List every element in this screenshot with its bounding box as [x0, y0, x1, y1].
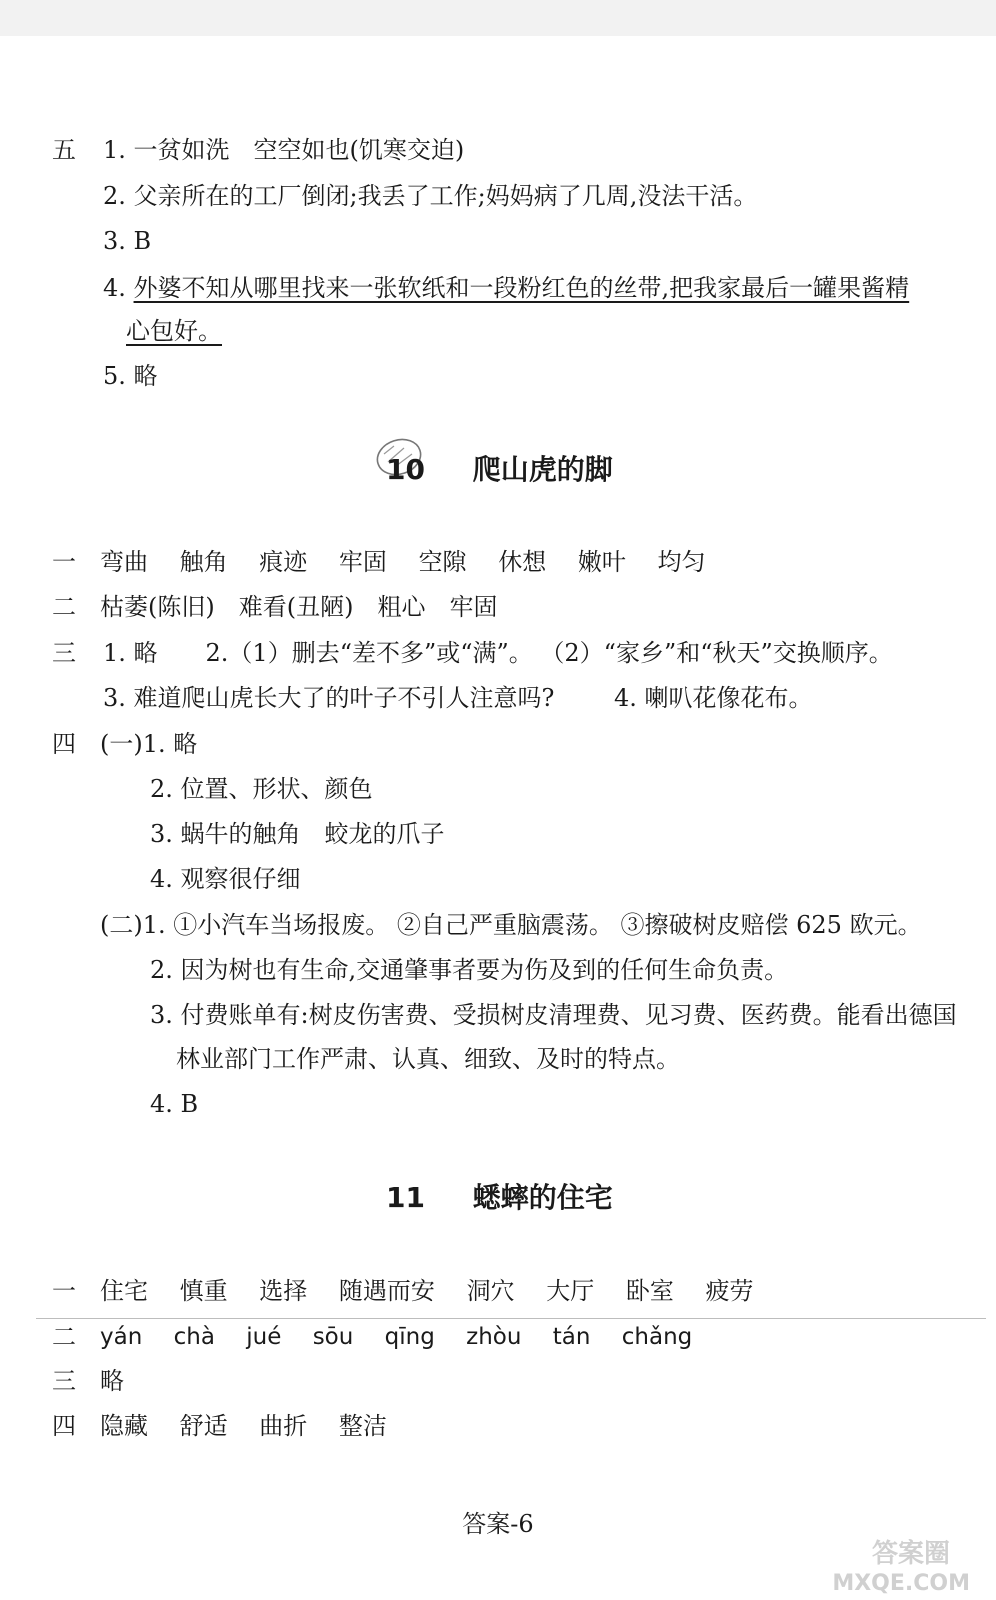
- lesson-heading: [386, 452, 613, 488]
- section-label-4: 四: [52, 1412, 76, 1440]
- answer-line: 2. 因为树也有生命,交通肇事者要为伤及到的任何生命负责。: [150, 956, 789, 984]
- lesson-title: 蟋蟀的住宅: [472, 1181, 613, 1214]
- pinyin: yán: [100, 1324, 143, 1350]
- section-label-3: 三: [52, 1367, 76, 1395]
- answer-line: (一)1. 略: [100, 730, 198, 758]
- word: 曲折: [259, 1412, 308, 1440]
- word: 触角: [179, 548, 228, 576]
- pinyin: chà: [173, 1324, 215, 1350]
- answer-line: 4. 喇叭花像花布。: [614, 684, 813, 712]
- answer-line: 枯萎(陈旧) 难看(丑陋) 粗心 牢固: [100, 593, 498, 621]
- underlined-answer: 心包好。: [126, 317, 222, 345]
- page-number: 答案-6: [462, 1510, 534, 1538]
- section-label-3: 三: [52, 639, 76, 667]
- answer-text: 一贫如洗 空空如也(饥寒交迫): [133, 136, 465, 164]
- word: 整洁: [338, 1412, 387, 1440]
- section-label-2: 二: [52, 593, 76, 621]
- word: 隐藏: [100, 1412, 148, 1440]
- word: 痕迹: [259, 548, 308, 576]
- word: 休想: [498, 548, 547, 576]
- pinyin: tán: [552, 1324, 591, 1350]
- section-label-4: 四: [52, 730, 76, 758]
- section-label-1: 一: [52, 548, 76, 576]
- word: 舒适: [179, 1412, 228, 1440]
- answer-line: 1. 略 2.（1）删去“差不多”或“满”。 （2）“家乡”和“秋天”交换顺序。: [103, 639, 893, 667]
- answer-line: 3. 付费账单有:树皮伤害费、受损树皮清理费、见习费、医药费。能看出德国: [150, 1001, 957, 1029]
- lesson-number: 11: [386, 1181, 425, 1214]
- answer-line: [126, 315, 222, 347]
- watermark-line1: 答案圈: [871, 1539, 950, 1569]
- answer-line: [103, 272, 909, 304]
- scan-top-band: [0, 0, 996, 36]
- pinyin: jué: [246, 1324, 282, 1350]
- answer-line: 5. 略: [103, 362, 158, 390]
- word: 弯曲: [100, 548, 148, 576]
- word: 均匀: [657, 548, 706, 576]
- watermark-line2: MXQE.COM: [832, 1571, 970, 1596]
- word: 随遇而安: [338, 1277, 435, 1305]
- answer-line: 林业部门工作严肃、认真、细致、及时的特点。: [176, 1045, 680, 1073]
- answer-line: (二)1. ①小汽车当场报废。 ②自己严重脑震荡。 ③擦破树皮赔偿 625 欧元。: [100, 911, 922, 939]
- word: 疲劳: [705, 1277, 754, 1305]
- word: 嫩叶: [577, 548, 626, 576]
- pinyin: sōu: [312, 1324, 354, 1350]
- word: 住宅: [100, 1277, 148, 1305]
- watermark-logo: [800, 1532, 980, 1596]
- underlined-answer: 外婆不知从哪里找来一张软纸和一段粉红色的丝带,把我家最后一罐果酱精: [133, 274, 910, 302]
- pinyin: chǎng: [621, 1324, 693, 1350]
- answer-line: 3. 难道爬山虎长大了的叶子不引人注意吗?: [103, 684, 555, 712]
- word-list: [100, 1410, 411, 1442]
- answer-line: 3. B: [103, 227, 152, 255]
- word: 大厅: [546, 1277, 595, 1305]
- pinyin-list: [100, 1321, 716, 1353]
- word: 牢固: [338, 548, 387, 576]
- lesson-number: 10: [386, 453, 425, 486]
- word: 选择: [259, 1277, 308, 1305]
- answer-line: 4. 观察很仔细: [150, 865, 301, 893]
- answer-line: 2. 父亲所在的工厂倒闭;我丢了工作;妈妈病了几周,没法干活。: [103, 182, 758, 210]
- word: 慎重: [179, 1277, 228, 1305]
- section-label-1: 一: [52, 1277, 76, 1305]
- word: 洞穴: [466, 1277, 515, 1305]
- lesson-heading: [386, 1180, 613, 1216]
- section-label-2: 二: [52, 1323, 76, 1351]
- lesson-title: 爬山虎的脚: [472, 453, 613, 486]
- answer-line: 略: [100, 1367, 124, 1395]
- word-list: [100, 1275, 777, 1307]
- answer-line: 3. 蜗牛的触角 蛟龙的爪子: [150, 820, 445, 848]
- item-number: 4.: [103, 274, 126, 302]
- item-number: 1.: [103, 136, 126, 164]
- word-list: [100, 546, 729, 578]
- answer-line: 2. 位置、形状、颜色: [150, 775, 373, 803]
- pinyin: zhòu: [466, 1324, 522, 1350]
- word: 卧室: [625, 1277, 674, 1305]
- pinyin: qīng: [384, 1324, 435, 1350]
- divider: [36, 1318, 986, 1319]
- section-label-5: 五: [52, 136, 76, 164]
- answer-line: [103, 134, 464, 166]
- answer-line: 4. B: [150, 1090, 199, 1118]
- word: 空隙: [418, 548, 467, 576]
